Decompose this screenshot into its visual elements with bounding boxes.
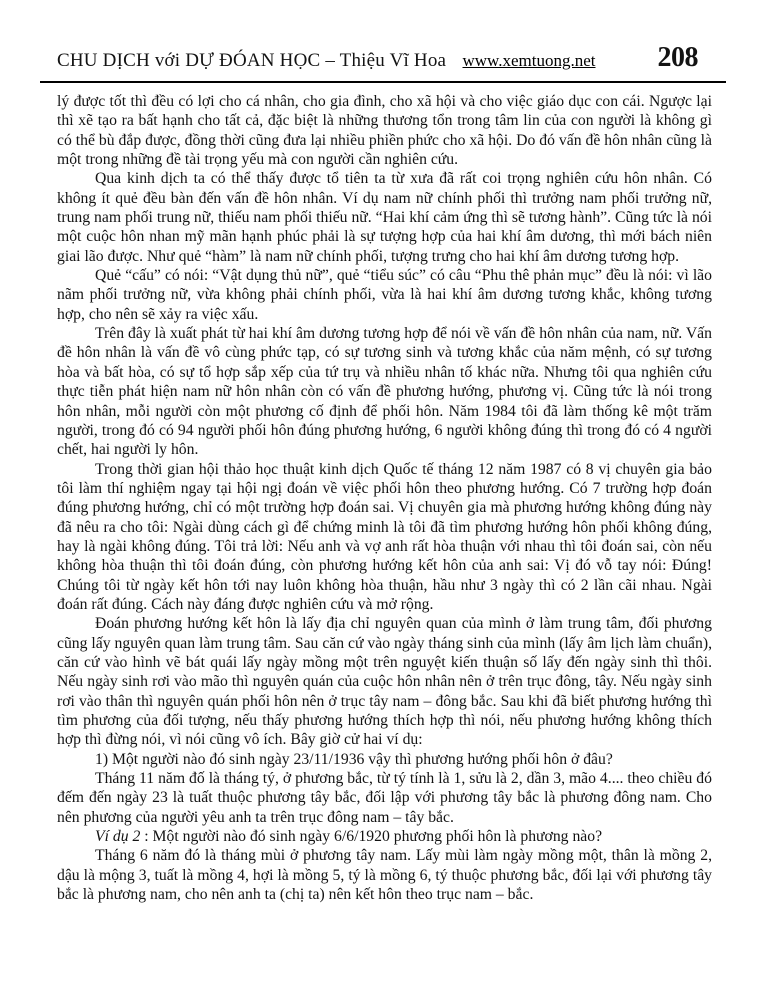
paragraph-hai-khi-am-duong: Trên đây là xuất phát từ hai khí âm dương tương hợp để nói về vấn đề hôn nhân của nam, nữ. Vấn đề hôn nhân là vấn đề vô cùng phức tạp, có sự tương sinh và tương khắc của năm mệnh, có sự tương hòa và bất hòa, có sự tổ hợp sắp xếp của tứ trụ và nhiều nhân tố khác nữa. Nhưng tôi qua nghiên cứu thực tiễn phát hiện nam nữ hôn nhân còn có vấn đề phương hướng, phương vị. Cũng tức là nói trong hôn nhân, mỗi người còn một phương cố định để phối hôn. Năm 1984 tôi đã làm thống kê một trăm người, trong đó có 94 người phối hôn đúng phương hướng, 6 người không đúng thì trong đó có 4 người chết, hai người ly hôn.: [57, 325, 712, 459]
page-header: [57, 42, 712, 74]
vi-du-2-label: Ví dụ 2: [95, 828, 141, 846]
vi-du-2-text: : Một người nào đó sinh ngày 6/6/1920 phương phối hôn là phương nào?: [140, 828, 603, 846]
page-body: [57, 92, 712, 904]
paragraph-vi-du-2: [57, 827, 712, 846]
paragraph-doan-phuong-huong: Đoán phương hướng kết hôn là lấy địa chỉ nguyên quan của mình ở làm trung tâm, đối phương cũng lấy nguyên quan làm trung tâm. Sau căn cứ vào ngày tháng sinh của mình (lấy âm lịch làm chuẩn), căn cứ vào hình vẽ bát quái lấy ngày mồng một trên nguyệt kiến thuận số lấy đến ngày sinh thì thôi. Nếu ngày sinh rơi vào mão thì nguyên quán của cuộc hôn nhân nên ở trên trục đông, tây. Nếu ngày sinh rơi vào thân thì nguyên quán phối hôn nên ở trục tây nam – đông bắc. Sau khi đã biết phương hướng thì tìm phương của đối tượng, nếu thấy phương hướng thích hợp thì nói, nếu phương hướng không thích hợp thì đừng nói, vì nói cũng vô ích. Bây giờ cử hai ví dụ:: [57, 615, 712, 749]
paragraph-vi-du-1: 1) Một người nào đó sinh ngày 23/11/1936 vậy thì phương hướng phối hôn ở đâu?: [95, 750, 613, 768]
paragraph-continued: lý được tốt thì đều có lợi cho cá nhân, cho gia đình, cho xã hội và cho việc giáo dục con cái. Ngược lại thì xẽ tạo ra bất hạnh cho tất cả, đặc biệt là những thương tổn trong tâm lin của con người là không gì có thể bù đắp được, đồng thời cũng đưa lại nhiều phiền phức cho xã hội. Do đó vấn đề hôn nhân cũng là một trong những đề tài trọng yếu mà con người cần nghiên cứu.: [57, 93, 712, 169]
paragraph-hoi-thao-1987: Trong thời gian hội thảo học thuật kinh dịch Quốc tế tháng 12 năm 1987 có 8 vị chuyên gia bảo tôi làm thí nghiệm ngay tại hội ngị đoán về việc phối hôn theo phương hướng. Có 7 trường hợp đoán đúng phương hướng, chỉ có một trường hợp đoán sai. Vị chuyên gia mà phương hướng không đúng này đã nêu ra cho tôi: Ngài dùng cách gì để chứng minh là tôi đã tìm phương hướng hôn phối không đúng, hay là ngài không đúng. Tôi trả lời: Nếu anh và vợ anh rất hòa thuận với nhau thì tôi đoán sai, còn nếu không hòa thuận thì tôi đoán đúng, còn phương hướng kết hôn của anh sai: Vị đó vỗ tay nói: Đúng! Chúng tôi từ ngày kết hôn tới nay luôn không hòa thuận, hầu như 3 ngày thì có 2 lần cãi nhau. Ngài đoán rất đúng. Cách này đáng được nghiên cứu và mở rộng.: [57, 460, 712, 613]
book-title: CHU DỊCH với DỰ ĐÓAN HỌC – Thiệu Vĩ Hoa: [57, 50, 447, 71]
paragraph-kinh-dich: Qua kinh dịch ta có thể thấy được tổ tiên ta từ xưa đã rất coi trọng nghiên cứu hôn nhân. Có không ít quẻ đều bàn đến vấn đề hôn nhân. Ví dụ nam nữ chính phối thì trưởng nam phối trưởng nữ, trung nam phối trung nữ, thiếu nam phối thiếu nữ. “Hai khí cảm ứng thì sẽ tương hành”. Cũng tức là nói một cuộc hôn nhan mỹ mãn hạnh phúc phải là sự tượng hợp của hai khí âm dương, thì mới bách niên giai lão được. Như quẻ “hàm” là nam nữ chính phối, tượng trưng cho hai khí âm dương tương hợp.: [57, 170, 712, 265]
page-number: 208: [657, 42, 698, 73]
website-link[interactable]: www.xemtuong.net: [462, 51, 596, 70]
paragraph-que-cau: Quẻ “cấu” có nói: “Vật dụng thủ nữ”, quẻ “tiểu súc” có câu “Phu thê phản mục” đều là nói: vì lão nãm phối trưởng nữ, vừa không phải chính phối, vừa là hai khí âm dương tương khắc, không tương hợp, cho nên sẽ xảy ra việc xấu.: [57, 267, 712, 323]
header-rule: [40, 81, 726, 83]
paragraph-vi-du-1-giai: Tháng 11 năm đố là tháng tý, ở phương bắc, từ tý tính là 1, sửu là 2, dần 3, mão 4.... theo chiều đó đếm đến ngày 23 là tuất thuộc phương tây bắc, đối lập với phương tây bắc là phương đông nam. Cho nên phương của người yêu anh ta trên trục đông nam – tây bắc.: [57, 770, 712, 826]
paragraph-vi-du-2-giai: Tháng 6 năm đó là tháng mùi ở phương tây nam. Lấy mùi làm ngày mồng một, thân là mồng 2, dậu là mộng 3, tuất là mồng 4, hợi là mồng 5, tý là mồng 6, tý thuộc phương bắc, đối lại với phương tây bắc là phương nam, cho nên anh ta (chị ta) nên kết hôn theo trục nam – bắc.: [57, 847, 712, 904]
